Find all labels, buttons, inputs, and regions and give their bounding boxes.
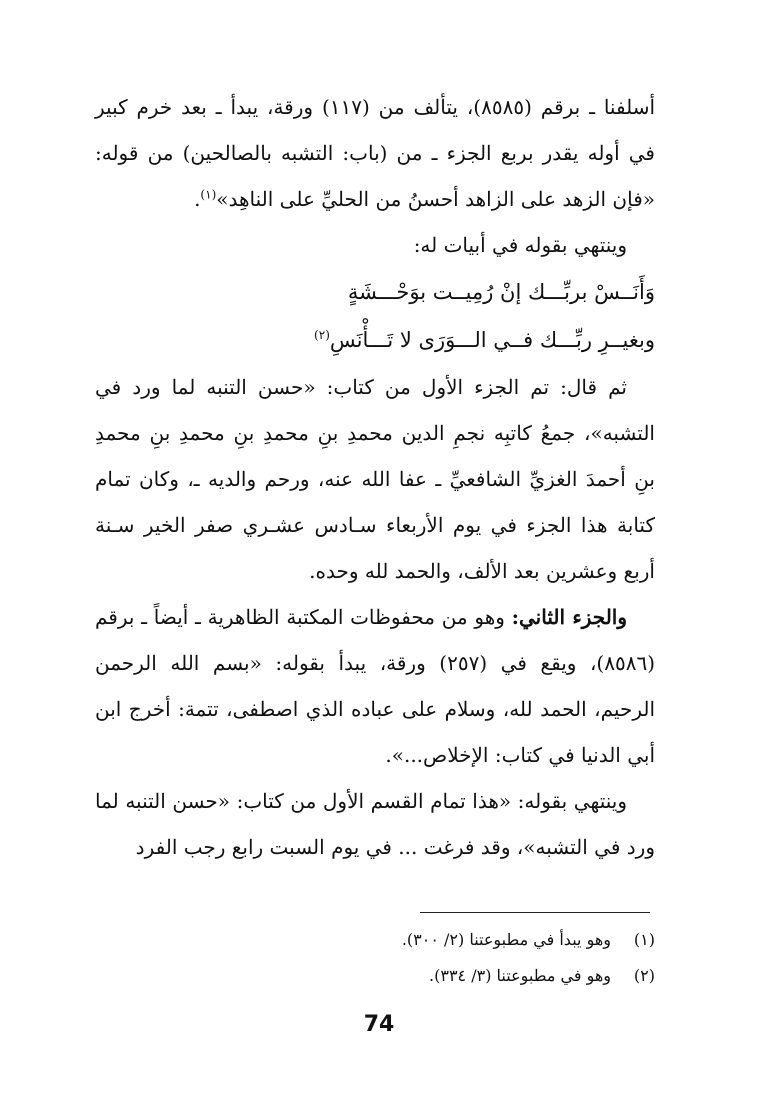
main-text: [95, 84, 655, 870]
footnote-1: [95, 922, 655, 958]
footnote-1-number: (١): [633, 930, 655, 949]
footnote-ref-1[interactable]: (١): [200, 187, 217, 202]
paragraph-1: [95, 84, 655, 222]
paragraph-2: وينتهي بقوله في أبيات له:: [413, 233, 627, 257]
footnotes: [95, 922, 655, 994]
verse-line-2-text: وبغيــرِ ربِّـــك فــي الـــوَرَى لا تَـــأْنَسِ: [329, 328, 655, 352]
verse-line-1: وَأَنَــسْ بربِّـــك إنْ رُمِيــت بوَحْـــشَةٍ: [347, 280, 655, 304]
paragraph-3: ثم قال: تم الجزء الأول من كتاب: «حسن التنبه لما ورد في التشبه»، جمعُ كاتبِه نجمِ الدين محمدِ بنِ محمدِ بنِ محمدِ بنِ محمدِ بنِ أحمدَ الغزيِّ الشافعيِّ ـ عفا الله عنه، ورحم والديه ـ، وكان تمام كتابة هذا الجزء في يوم الأربعاء سـادس عشـري صفر الخير سـنة أربع وعشرين بعد الألف، والحمد لله وحده.: [95, 375, 655, 583]
footnote-1-text: وهو يبدأ في مطبوعتنا (٢/ ٣٠٠).: [401, 930, 611, 949]
page-number: 74: [363, 1012, 395, 1037]
paragraph-5: وينتهي بقوله: «هذا تمام القسم الأول من كتاب: «حسن التنبه لما ورد في التشبه»، وقد فرغت ... في يوم السبت رابع رجب الفرد: [95, 789, 655, 859]
paragraph-4-text: وهو من محفوظات المكتبة الظاهرية ـ أيضاً ـ برقم (٨٥٨٦)، ويقع في (٢٥٧) ورقة، يبدأ بقوله: «بسم الله الرحمن الرحيم، الحمد لله، وسلام على عباده الذي اصطفى، تتمة: أخرج ابن أبي الدنيا في كتاب: الإخلاص...».: [95, 605, 655, 767]
footnote-2-text: وهو في مطبوعتنا (٣/ ٣٣٤).: [429, 966, 611, 985]
verse-line-2: [95, 316, 655, 364]
footnote-ref-2[interactable]: (٢): [314, 328, 330, 342]
footnote-2: [95, 958, 655, 994]
paragraph-4-label: والجزء الثاني:: [511, 605, 627, 629]
paragraph-4: [95, 594, 655, 778]
paragraph-1-text: أسلفنا ـ برقم (٨٥٨٥)، يتألف من (١١٧) ورقة، يبدأ ـ بعد خرم كبير في أوله يقدر بربع الجزء ـ من (باب: التشبه بالصالحين) من قوله: «فإن الزهد على الزاهد أحسنُ من الحليِّ على الناهِد»: [95, 95, 656, 211]
paragraph-1-end: .: [194, 187, 201, 211]
footnote-divider: [420, 912, 650, 913]
footnote-2-number: (٢): [633, 966, 655, 985]
